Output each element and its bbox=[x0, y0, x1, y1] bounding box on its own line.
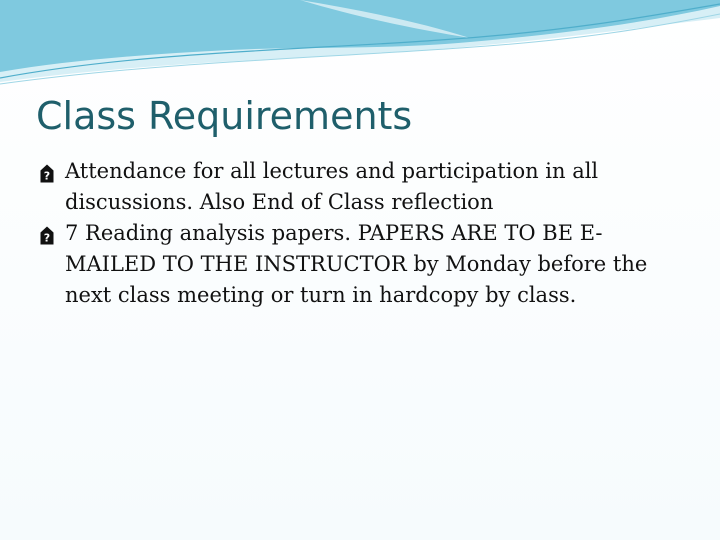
bullet-item bbox=[36, 156, 686, 218]
svg-text:?: ? bbox=[43, 231, 51, 244]
bullet-text: 7 Reading analysis papers. PAPERS ARE TO BE E-MAILED TO THE INSTRUCTOR by Monday before the next class meeting or turn in hardcopy by class. bbox=[65, 221, 648, 307]
missing-glyph-bullet-icon bbox=[38, 224, 56, 246]
bullet-list bbox=[36, 156, 686, 311]
wave-header-decoration bbox=[0, 0, 720, 90]
slide-title: Class Requirements bbox=[36, 94, 413, 138]
svg-text:?: ? bbox=[43, 169, 51, 182]
missing-glyph-bullet-icon bbox=[38, 162, 56, 184]
bullet-text: Attendance for all lectures and participation in all discussions. Also End of Class reflection bbox=[65, 159, 599, 214]
bullet-item bbox=[36, 218, 686, 311]
